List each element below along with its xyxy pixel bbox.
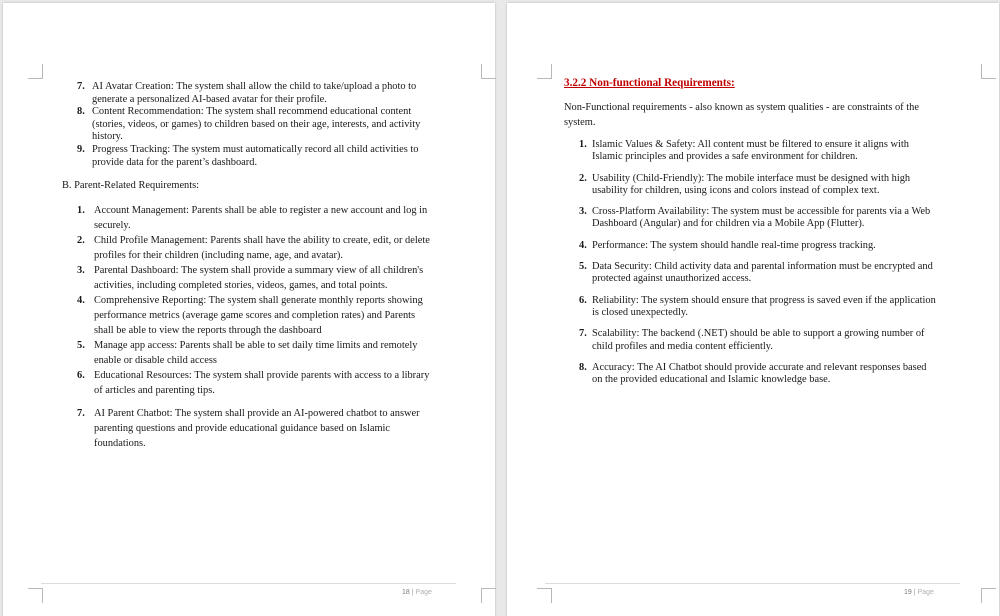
page-footer (904, 589, 934, 596)
list-item: 6. Reliability: The system should ensure that progress is saved even if the application is closed unexpectedly. (579, 294, 936, 318)
margin-corner-mark (537, 588, 552, 603)
top-list (77, 81, 445, 169)
list-item: 5. Manage app access: Parents shall be able to set daily time limits and remotely enable or disable child access (77, 340, 418, 366)
intro-paragraph: Non-Functional requirements - also known as system qualities - are constraints of the system. (564, 102, 919, 128)
list-item: 7. AI Parent Chatbot: The system shall provide an AI-powered chatbot to answer parenting questions and provide educational guidance based on Islamic foundations. (77, 408, 420, 449)
list-item: 1. Islamic Values & Safety: All content must be filtered to ensure it aligns with Islamic principles and provides a safe environment for children. (579, 139, 909, 163)
footer-page-label: Page (917, 589, 934, 596)
page-number: 19 (904, 589, 912, 596)
margin-corner-mark (481, 588, 496, 603)
list-item: 7. AI Avatar Creation: The system shall allow the child to take/upload a photo to generate a personalized AI-based avatar for their profile. (77, 81, 417, 105)
list-item: 2. Usability (Child-Friendly): The mobile interface must be designed with high usability for children, using icons and colors instead of complex text. (579, 172, 911, 196)
list-item: 3. Parental Dashboard: The system shall provide a summary view of all children's activities, including completed stories, videos, games, and total points. (77, 265, 424, 291)
nonfunctional-list (579, 139, 939, 386)
document-page-19 (507, 3, 999, 616)
list-item: 6. Educational Resources: The system shall provide parents with access to a library of articles and parenting tips. (77, 370, 430, 396)
section-b-heading: B. Parent-Related Requirements: (62, 180, 200, 191)
footer-separator: | (411, 589, 414, 596)
list-item: 9. Progress Tracking: The system must automatically record all child activities to provide data for the parent’s dashboard. (77, 143, 419, 168)
margin-corner-mark (981, 588, 996, 603)
margin-corner-mark (981, 64, 996, 79)
list-item: 3. Cross-Platform Availability: The system must be accessible for parents via a Web Dashboard (Angular) and for children via a Mobile App (Flutter). (579, 206, 931, 230)
footer-rule (41, 583, 456, 584)
margin-corner-mark (537, 64, 552, 79)
list-item: 1. Account Management: Parents shall be able to register a new account and log in securely. (77, 205, 428, 231)
parent-requirements-list (77, 203, 432, 451)
margin-corner-mark (28, 64, 43, 79)
footer-page-label: Page (415, 589, 432, 596)
list-item: 8. Content Recommendation: The system shall recommend educational content (stories, videos, or games) to children based on their age, interests, and activity history. (77, 106, 421, 143)
list-item: 7. Scalability: The backend (.NET) should be able to support a growing number of child profiles and media content efficiently. (579, 328, 925, 352)
margin-corner-mark (28, 588, 43, 603)
section-heading: 3.2.2 Non-functional Requirements: (564, 77, 735, 89)
list-item: 5. Data Security: Child activity data and parental information must be encrypted and protected against unauthorized access. (579, 261, 933, 285)
page-footer (402, 589, 432, 596)
document-page-18 (3, 3, 495, 616)
list-item: 4. Performance: The system should handle real-time progress tracking. (579, 239, 876, 251)
footer-separator: | (913, 589, 916, 596)
page-number: 18 (402, 589, 410, 596)
nonfunctional-heading-block (564, 77, 944, 90)
list-item: 8. Accuracy: The AI Chatbot should provide accurate and relevant responses based on the provided educational and Islamic knowledge base. (579, 361, 927, 386)
list-item: 2. Child Profile Management: Parents shall have the ability to create, edit, or delete profiles for their children (including name, age, and avatar). (77, 235, 430, 261)
footer-rule (545, 583, 960, 584)
margin-corner-mark (481, 64, 496, 79)
list-item: 4. Comprehensive Reporting: The system shall generate monthly reports showing performance metrics (average game scores and completion rates) and Parents shall be able to view the reports through the dashboard (77, 295, 423, 336)
